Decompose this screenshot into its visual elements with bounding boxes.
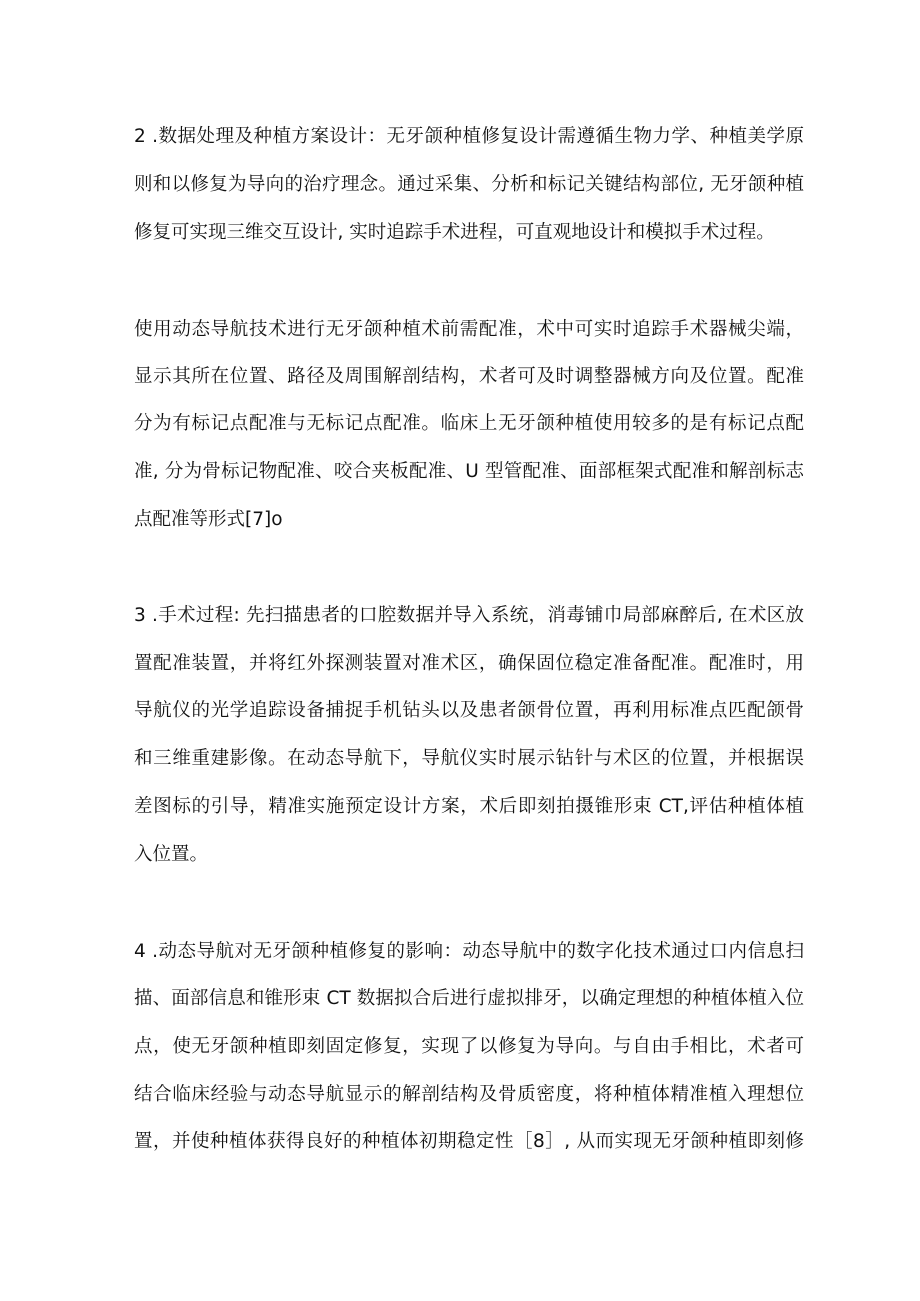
text-line: 点配准等形式[7]o: [134, 509, 283, 530]
text-line: 2 .数据处理及种植方案设计：无牙颌种植修复设计需遵循生物力学、种植美学原: [134, 126, 804, 147]
text-line: 修复可实现三维交互设计, 实时追踪手术进程，可直观地设计和模拟手术过程。: [134, 222, 775, 243]
text-line: 使用动态导航技术进行无牙颌种植术前需配准，术中可实时追踪手术器械尖端，: [134, 319, 804, 340]
text-line: 和三维重建影像。在动态导航下，导航仪实时展示钻针与术区的位置，并根据误: [134, 748, 804, 769]
text-line: 4 .动态导航对无牙颌种植修复的影响：动态导航中的数字化技术通过口内信息扫: [134, 941, 804, 962]
text-line: 准, 分为骨标记物配准、咬合夹板配准、U 型管配准、面部框架式配准和解剖标志: [134, 461, 804, 482]
text-line: 结合临床经验与动态导航显示的解剖结构及骨质密度，将种植体精准植入理想位: [134, 1084, 804, 1105]
text-line: 导航仪的光学追踪设备捕捉手机钻头以及患者颌骨位置，再利用标准点匹配颌骨: [134, 700, 804, 721]
text-line: 3 .手术过程: 先扫描患者的口腔数据并导入系统，消毒铺巾局部麻醉后, 在术区放: [134, 605, 804, 626]
text-line: 描、面部信息和锥形束 CT 数据拟合后进行虚拟排牙，以确定理想的种植体植入位: [134, 988, 804, 1009]
text-line: 置配准装置，并将红外探测装置对准术区，确保固位稳定准备配准。配准时，用: [134, 653, 804, 674]
text-line: 置，并使种植体获得良好的种植体初期稳定性［8］, 从而实现无牙颌种植即刻修: [134, 1131, 804, 1152]
text-line: 差图标的引导，精准实施预定设计方案，术后即刻拍摄锥形束 CT,评估种植体植: [134, 796, 804, 817]
text-line: 点，使无牙颌种植即刻固定修复，实现了以修复为导向。与自由手相比，术者可: [134, 1036, 804, 1057]
text-line: 入位置。: [134, 844, 209, 865]
text-line: 分为有标记点配准与无标记点配准。临床上无牙颌种植使用较多的是有标记点配: [134, 413, 804, 434]
text-line: 显示其所在位置、路径及周围解剖结构，术者可及时调整器械方向及位置。配准: [134, 366, 804, 387]
text-line: 则和以修复为导向的治疗理念。通过采集、分析和标记关键结构部位, 无牙颌种植: [134, 174, 804, 195]
